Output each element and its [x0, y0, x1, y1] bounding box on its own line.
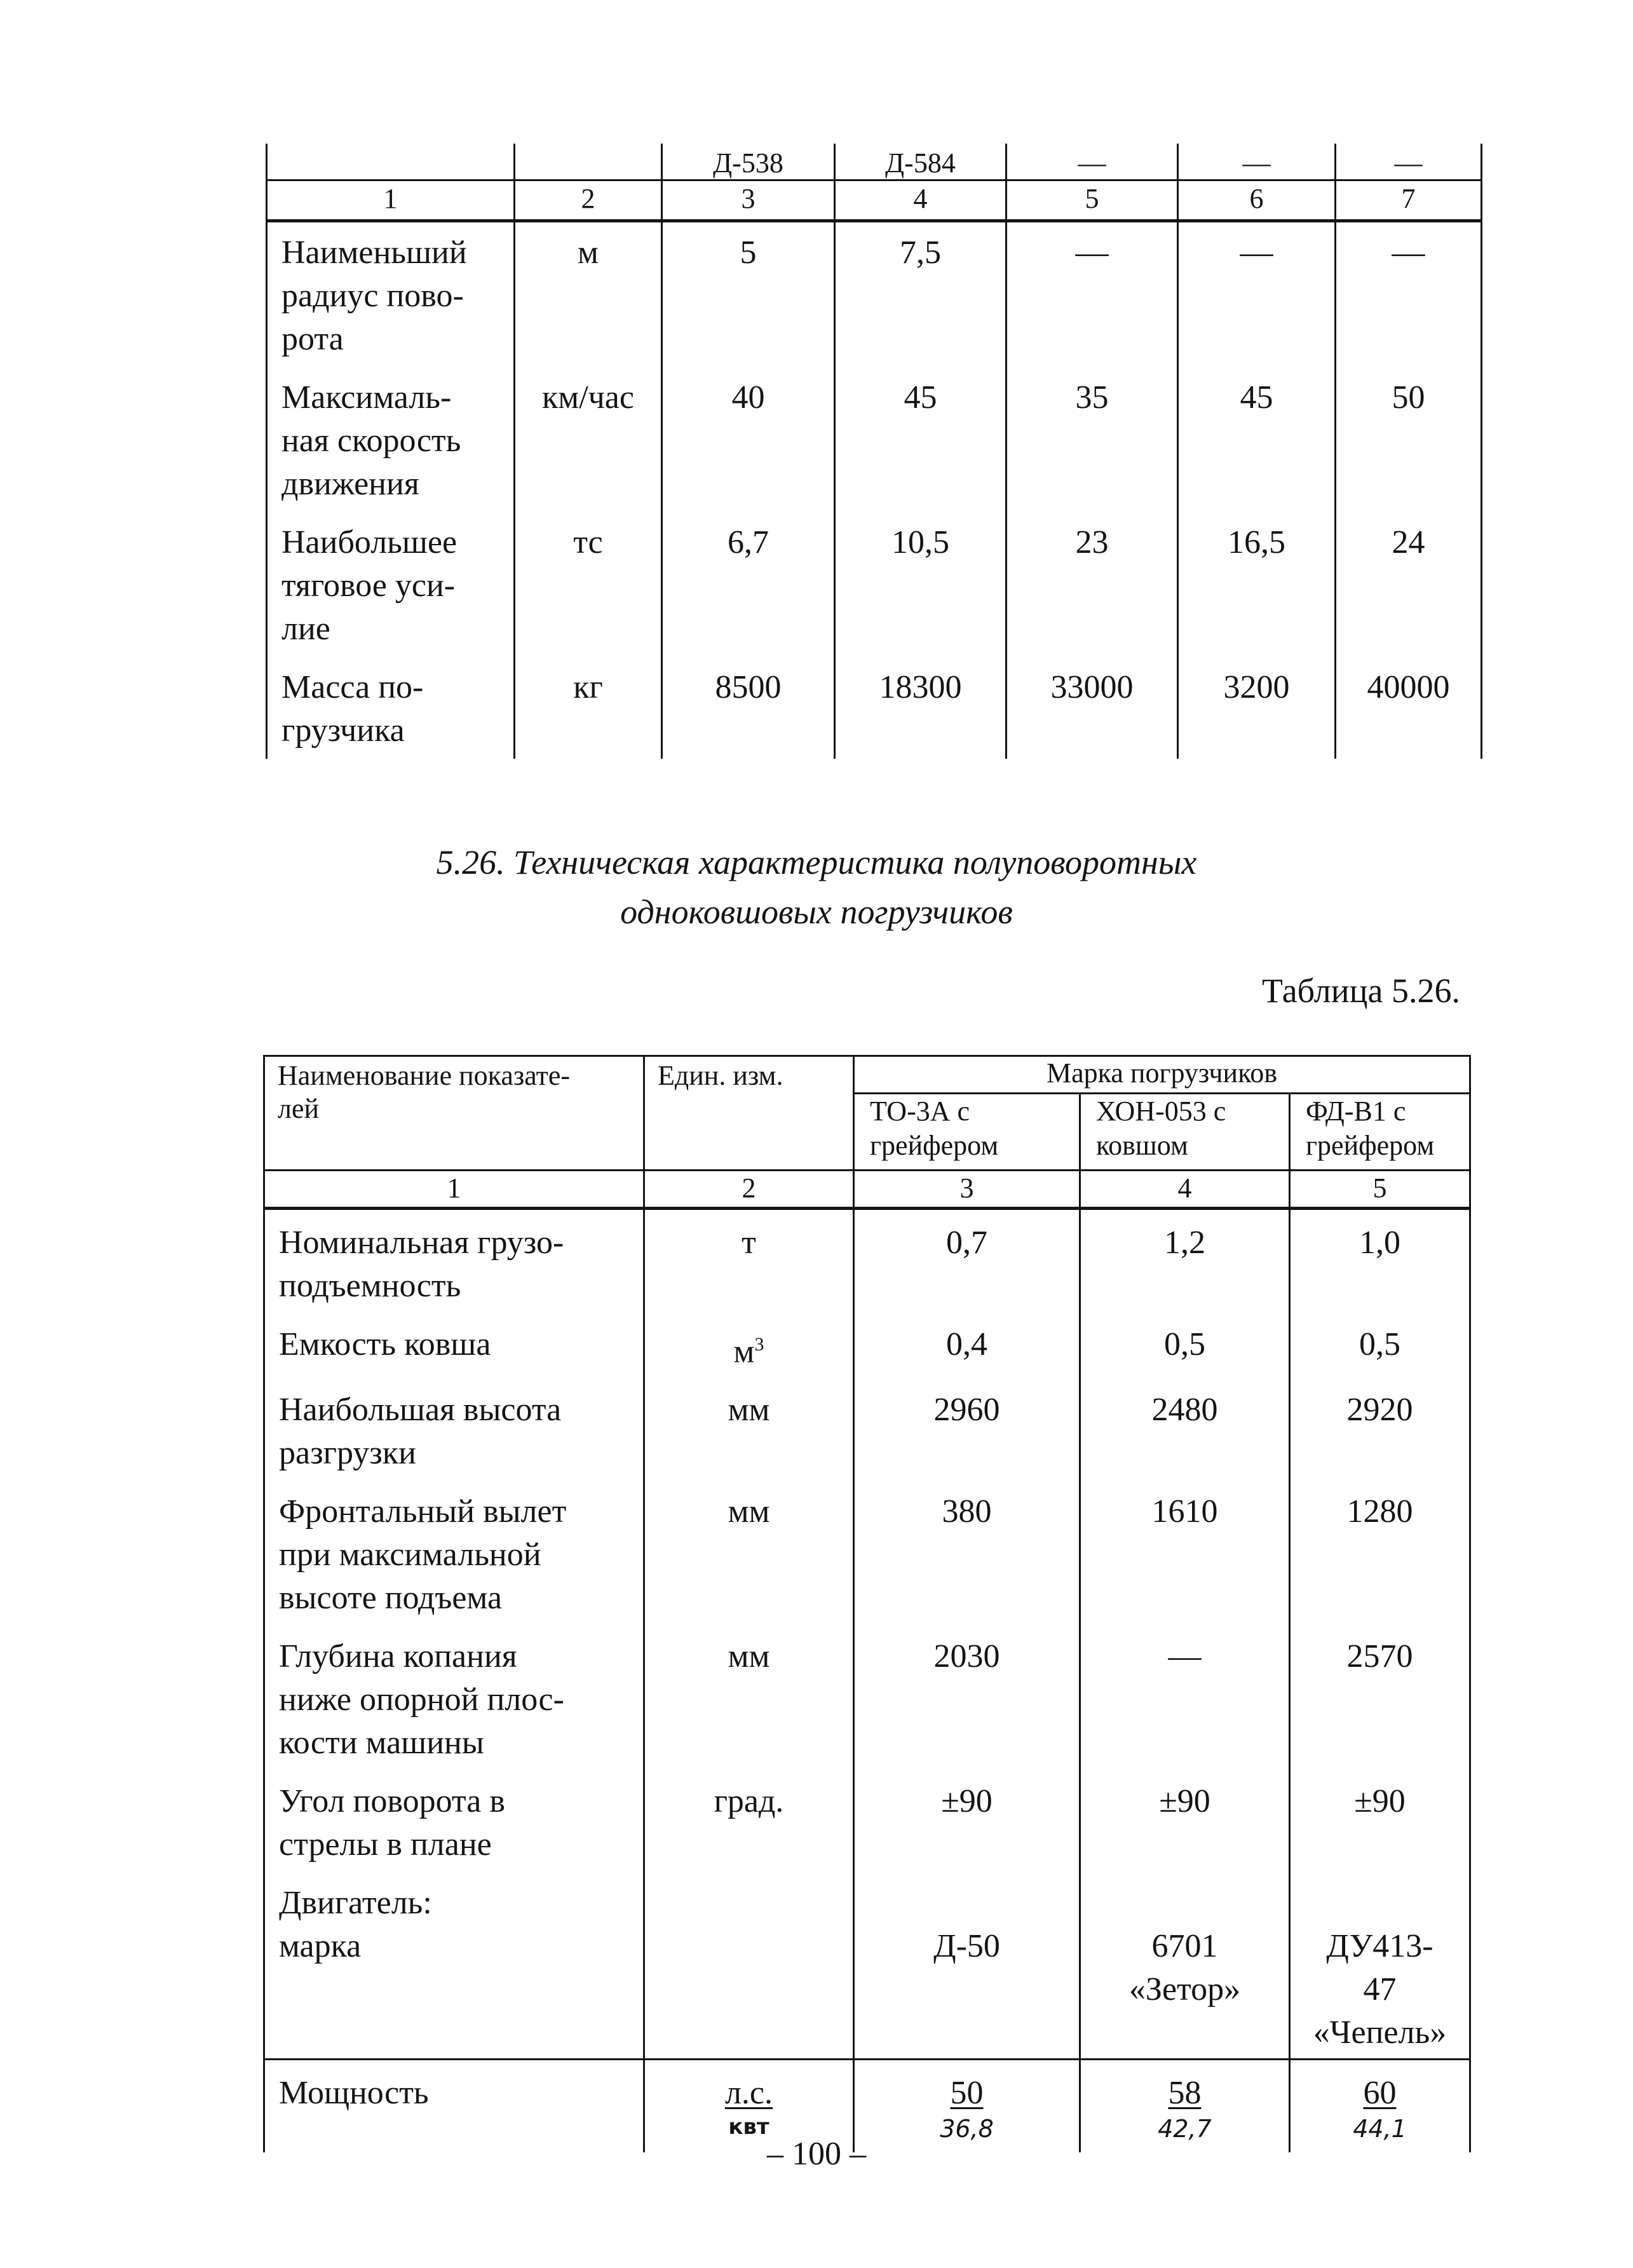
- brand-attachment: грейфером: [870, 1130, 999, 1161]
- row-value: —: [1006, 221, 1178, 368]
- row-value: 1,0: [1290, 1209, 1470, 1312]
- row-value: 2030: [854, 1624, 1080, 1769]
- brand-attachment: ковшом: [1096, 1130, 1188, 1161]
- row-name: Емкость ковша: [264, 1312, 644, 1377]
- row-name: Наименьший радиус пово- рота: [267, 221, 515, 368]
- column-number: 3: [662, 180, 835, 221]
- row-value: $\frac{58}{42,7}$: [1080, 2060, 1290, 2153]
- row-value: 0,7: [854, 1209, 1080, 1312]
- header-cell: —: [1006, 144, 1178, 180]
- row-unit: кг: [515, 657, 662, 759]
- row-name: Номинальная грузо- подъемность: [264, 1209, 644, 1312]
- column-number: 3: [854, 1171, 1080, 1209]
- header-cell: [267, 144, 515, 180]
- header-cell: [515, 144, 662, 180]
- section-caption: [0, 838, 1633, 937]
- unit-bottom: квт: [728, 2114, 769, 2140]
- row-value: 0,5: [1290, 1312, 1470, 1377]
- row-value: 1280: [1290, 1479, 1470, 1624]
- header-cell: Д-538: [662, 144, 835, 180]
- header-row: [264, 1056, 1470, 1094]
- header-cell: —: [1178, 144, 1336, 180]
- row-name: Глубина копания ниже опорной плос- кости машины: [264, 1624, 644, 1769]
- row-value: 6,7: [662, 512, 835, 657]
- column-number: 1: [264, 1171, 644, 1209]
- header-brand-group: Марка погрузчиков: [854, 1056, 1470, 1094]
- table-row: [267, 657, 1482, 759]
- column-number: 5: [1006, 180, 1178, 221]
- row-value: 45: [835, 367, 1006, 512]
- column-number-row: [264, 1171, 1470, 1209]
- table-row: [264, 1624, 1470, 1769]
- brand-header: [1290, 1094, 1470, 1171]
- table-label: Таблица 5.26.: [1262, 972, 1460, 1010]
- row-value: $\frac{60}{44,1}$: [1290, 2060, 1470, 2153]
- row-unit: мм: [644, 1377, 854, 1479]
- column-number-row: [267, 180, 1482, 221]
- row-unit: $м^3$: [644, 1312, 854, 1377]
- row-value: ±90: [1080, 1769, 1290, 1870]
- column-number: 6: [1178, 180, 1336, 221]
- row-name: Масса по- грузчика: [267, 657, 515, 759]
- caption-line: 5.26. Техническая характеристика полуповоротных: [436, 843, 1197, 881]
- table-row: [267, 512, 1482, 657]
- row-value: 23: [1006, 512, 1178, 657]
- table-row: [264, 1377, 1470, 1479]
- engine-sublabel: марка: [279, 1928, 362, 1965]
- row-value: 33000: [1006, 657, 1178, 759]
- engine-label: Двигатель:: [279, 1885, 432, 1922]
- row-value: 2570: [1290, 1624, 1470, 1769]
- row-value: 3200: [1178, 657, 1336, 759]
- row-unit: тс: [515, 512, 662, 657]
- row-value: —: [1178, 221, 1336, 368]
- table-row: [264, 1769, 1470, 1870]
- table-row: [264, 1479, 1470, 1624]
- column-number: 1: [267, 180, 515, 221]
- brand-model: ХОН-053 с: [1096, 1096, 1226, 1127]
- table-row: [267, 221, 1482, 368]
- row-value: 1,2: [1080, 1209, 1290, 1312]
- row-name: Наибольшее тяговое уси- лие: [267, 512, 515, 657]
- loader-spec-table: [263, 1055, 1471, 2152]
- row-value: ±90: [854, 1769, 1080, 1870]
- brand-header: [854, 1094, 1080, 1171]
- brand-model: ТО-3А с: [870, 1096, 970, 1127]
- row-value: 8500: [662, 657, 835, 759]
- table-row: [264, 1209, 1470, 1312]
- row-value: —: [1080, 1624, 1290, 1769]
- table-row: [267, 367, 1482, 512]
- header-cell: Д-584: [835, 144, 1006, 180]
- row-value: —: [1336, 221, 1482, 368]
- table-row: [264, 1312, 1470, 1377]
- row-name: Наибольшая высота разгрузки: [264, 1377, 644, 1479]
- column-number: 2: [644, 1171, 854, 1209]
- row-unit: м: [515, 221, 662, 368]
- row-value: 2920: [1290, 1377, 1470, 1479]
- row-value: 6701 «Зетор»: [1080, 1870, 1290, 2060]
- row-value: 18300: [835, 657, 1006, 759]
- row-unit: град.: [644, 1769, 854, 1870]
- header-cell: —: [1336, 144, 1482, 180]
- column-number: 5: [1290, 1171, 1470, 1209]
- header-unit: Един. изм.: [644, 1056, 854, 1171]
- row-value: 2960: [854, 1377, 1080, 1479]
- caption-line: одноковшовых погрузчиков: [620, 893, 1013, 931]
- row-value: 5: [662, 221, 835, 368]
- row-unit: мм: [644, 1479, 854, 1624]
- column-number: 7: [1336, 180, 1482, 221]
- row-value: $\frac{50}{36,8}$: [854, 2060, 1080, 2153]
- row-name: [264, 1870, 644, 2060]
- unit-top: л.с.: [724, 2075, 773, 2112]
- row-value: 45: [1178, 367, 1336, 512]
- row-value: ±90: [1290, 1769, 1470, 1870]
- row-name: Мощность: [264, 2060, 644, 2153]
- row-value: Д-50: [854, 1870, 1080, 2060]
- top-spec-table: [266, 144, 1482, 759]
- page-number: – 100 –: [767, 2136, 866, 2172]
- column-number: 4: [835, 180, 1006, 221]
- row-name: Максималь- ная скорость движения: [267, 367, 515, 512]
- row-value: 40000: [1336, 657, 1482, 759]
- column-number: 4: [1080, 1171, 1290, 1209]
- row-value: 7,5: [835, 221, 1006, 368]
- row-value: 50: [1336, 367, 1482, 512]
- row-value: 35: [1006, 367, 1178, 512]
- row-name: Угол поворота в стрелы в плане: [264, 1769, 644, 1870]
- row-unit: [644, 1870, 854, 2060]
- row-unit: мм: [644, 1624, 854, 1769]
- row-value: 0,4: [854, 1312, 1080, 1377]
- engine-row: [264, 1870, 1470, 2060]
- brand-header: [1080, 1094, 1290, 1171]
- row-unit: км/час: [515, 367, 662, 512]
- row-value: 380: [854, 1479, 1080, 1624]
- row-value: 16,5: [1178, 512, 1336, 657]
- row-value: 24: [1336, 512, 1482, 657]
- row-value: 0,5: [1080, 1312, 1290, 1377]
- brand-attachment: грейфером: [1306, 1130, 1435, 1161]
- column-number: 2: [515, 180, 662, 221]
- row-unit: т: [644, 1209, 854, 1312]
- brand-model: ФД-В1 с: [1306, 1096, 1406, 1127]
- row-value: 1610: [1080, 1479, 1290, 1624]
- row-name: Фронтальный вылет при максимальной высоте подъема: [264, 1479, 644, 1624]
- header-indicator-name: Наименование показате- лей: [264, 1056, 644, 1171]
- row-value: 2480: [1080, 1377, 1290, 1479]
- continuation-header-row: [267, 144, 1482, 180]
- row-value: 10,5: [835, 512, 1006, 657]
- row-value: 40: [662, 367, 835, 512]
- row-value: ДУ413- 47 «Чепель»: [1290, 1870, 1470, 2060]
